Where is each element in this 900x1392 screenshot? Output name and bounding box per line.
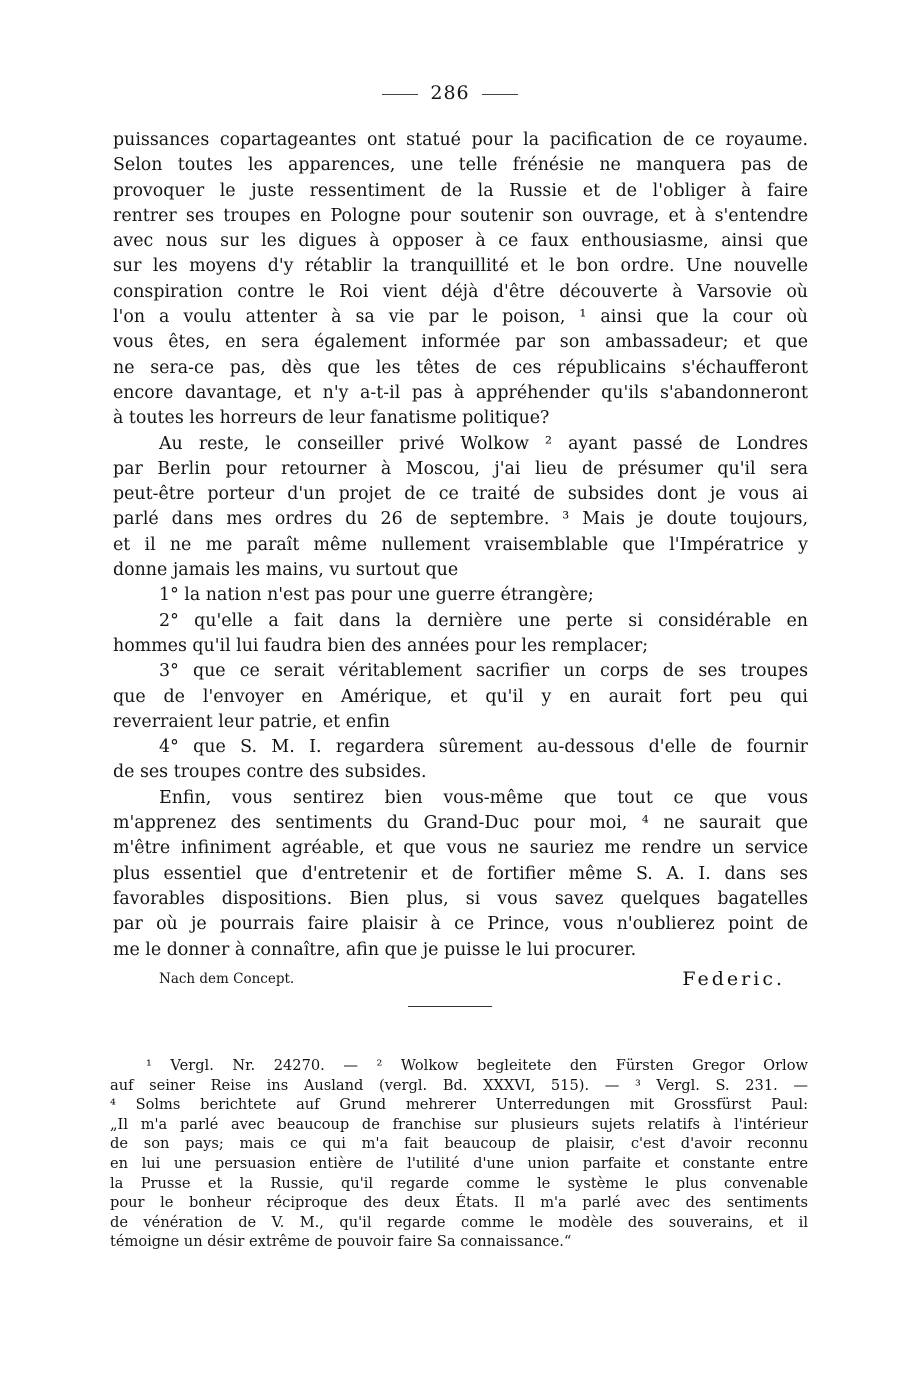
body-line: peut-être porteur d'un projet de ce traité de subsides dont je vous ai (113, 484, 808, 505)
footnote-line: „Il m'a parlé avec beaucoup de franchise sur plusieurs sujets relatifs à l'intérieur (110, 1115, 808, 1133)
body-line: à toutes les horreurs de leur fanatisme politique? (113, 408, 550, 429)
footnote-line: pour le bonheur réciproque des deux États. Il m'a parlé avec des sentiments (110, 1194, 808, 1212)
body-line: provoquer le juste ressentiment de la Russie et de l'obliger à faire (113, 180, 808, 201)
body-line: parlé dans mes ordres du 26 de septembre. ³ Mais je doute toujours, (113, 509, 808, 530)
footnote-line: auf seiner Reise ins Ausland (vergl. Bd. XXXVI, 515). — ³ Vergl. S. 231. — (110, 1076, 808, 1094)
body-line: rentrer ses troupes en Pologne pour soutenir son ouvrage, et à s'entendre (113, 205, 808, 226)
body-line: par où je pourrais faire plaisir à ce Prince, vous n'oublierez point de (113, 914, 808, 935)
body-line: puissances copartageantes ont statué pour la pacification de ce royaume. (113, 130, 808, 150)
footnote-line: ⁴ Solms berichtete auf Grund mehrerer Unterredungen mit Grossfürst Paul: (110, 1096, 808, 1114)
footnote-line: de son pays; mais ce qui m'a fait beaucoup de plaisir, c'est d'avoir reconnu (110, 1135, 808, 1153)
body-line: 3° que ce serait véritablement sacrifier un corps de ses troupes (159, 661, 808, 682)
signature: Federic. (682, 968, 785, 990)
body-line: avec nous sur les digues à opposer à ce faux enthousiasme, ainsi que (113, 231, 808, 252)
body-line: donne jamais les mains, vu surtout que (113, 560, 459, 581)
page-header (0, 82, 900, 104)
footnotes (110, 1056, 808, 1252)
body-line: m'être infiniment agréable, et que vous ne sauriez me rendre un service (113, 838, 808, 859)
source-note: Nach dem Concept. (159, 971, 295, 987)
body-line: ne sera-ce pas, dès que les têtes de ces républicains s'échaufferont (113, 357, 808, 378)
page-number: 286 (430, 82, 470, 104)
footnote-line: de vénération de V. M., qu'il regarde comme le modèle des souverains, et il (110, 1213, 808, 1231)
closing-row (113, 968, 785, 994)
letter-body (113, 128, 808, 963)
body-line: encore davantage, et n'y a-t-il pas à appréhender qu'ils s'abandonneront (113, 382, 808, 403)
body-line: m'apprenez des sentiments du Grand-Duc pour moi, ⁴ ne saurait que (113, 813, 808, 834)
body-line: Au reste, le conseiller privé Wolkow ² ayant passé de Londres (159, 433, 808, 454)
body-line: l'on a voulu attenter à sa vie par le poison, ¹ ainsi que la cour où (113, 307, 808, 328)
body-line: me le donner à connaître, afin que je puisse le lui procurer. (113, 939, 637, 960)
header-dash-right (482, 94, 518, 95)
body-line: vous êtes, en sera également informée par son ambassadeur; et que (113, 332, 808, 353)
header-dash-left (382, 94, 418, 95)
body-line: favorables dispositions. Bien plus, si vous savez quelques bagatelles (113, 888, 808, 909)
footnote-divider (408, 1006, 492, 1007)
body-line: 2° qu'elle a fait dans la dernière une perte si considérable en (159, 610, 808, 631)
footnote-line: ¹ Vergl. Nr. 24270. — ² Wolkow begleitete den Fürsten Gregor Orlow (146, 1057, 808, 1074)
footnote-line: la Prusse et la Russie, qu'il regarde comme le système le plus convenable (110, 1174, 808, 1192)
footnote-line: en lui une persuasion entière de l'utilité d'une union parfaite et constante entre (110, 1154, 808, 1172)
footnote-line: témoigne un désir extrême de pouvoir faire Sa connaissance.“ (110, 1233, 572, 1251)
body-line: reverraient leur patrie, et enfin (113, 711, 390, 732)
body-line: conspiration contre le Roi vient déjà d'être découverte à Varsovie où (113, 281, 808, 302)
body-line: par Berlin pour retourner à Moscou, j'ai lieu de présumer qu'il sera (113, 458, 808, 479)
body-line: sur les moyens d'y rétablir la tranquillité et le bon ordre. Une nouvelle (113, 256, 808, 277)
body-line: hommes qu'il lui faudra bien des années pour les remplacer; (113, 635, 649, 656)
body-line: 4° que S. M. I. regardera sûrement au-dessous d'elle de fournir (159, 737, 808, 758)
body-line: 1° la nation n'est pas pour une guerre étrangère; (159, 585, 594, 606)
body-line: Enfin, vous sentirez bien vous-même que tout ce que vous (159, 787, 808, 808)
body-line: de ses troupes contre des subsides. (113, 762, 427, 783)
body-line: et il ne me paraît même nullement vraisemblable que l'Impératrice y (113, 534, 808, 555)
body-line: plus essentiel que d'entretenir et de fortifier même S. A. I. dans ses (113, 863, 808, 884)
body-line: que de l'envoyer en Amérique, et qu'il y en aurait fort peu qui (113, 686, 808, 707)
body-line: Selon toutes les apparences, une telle frénésie ne manquera pas de (113, 155, 808, 176)
